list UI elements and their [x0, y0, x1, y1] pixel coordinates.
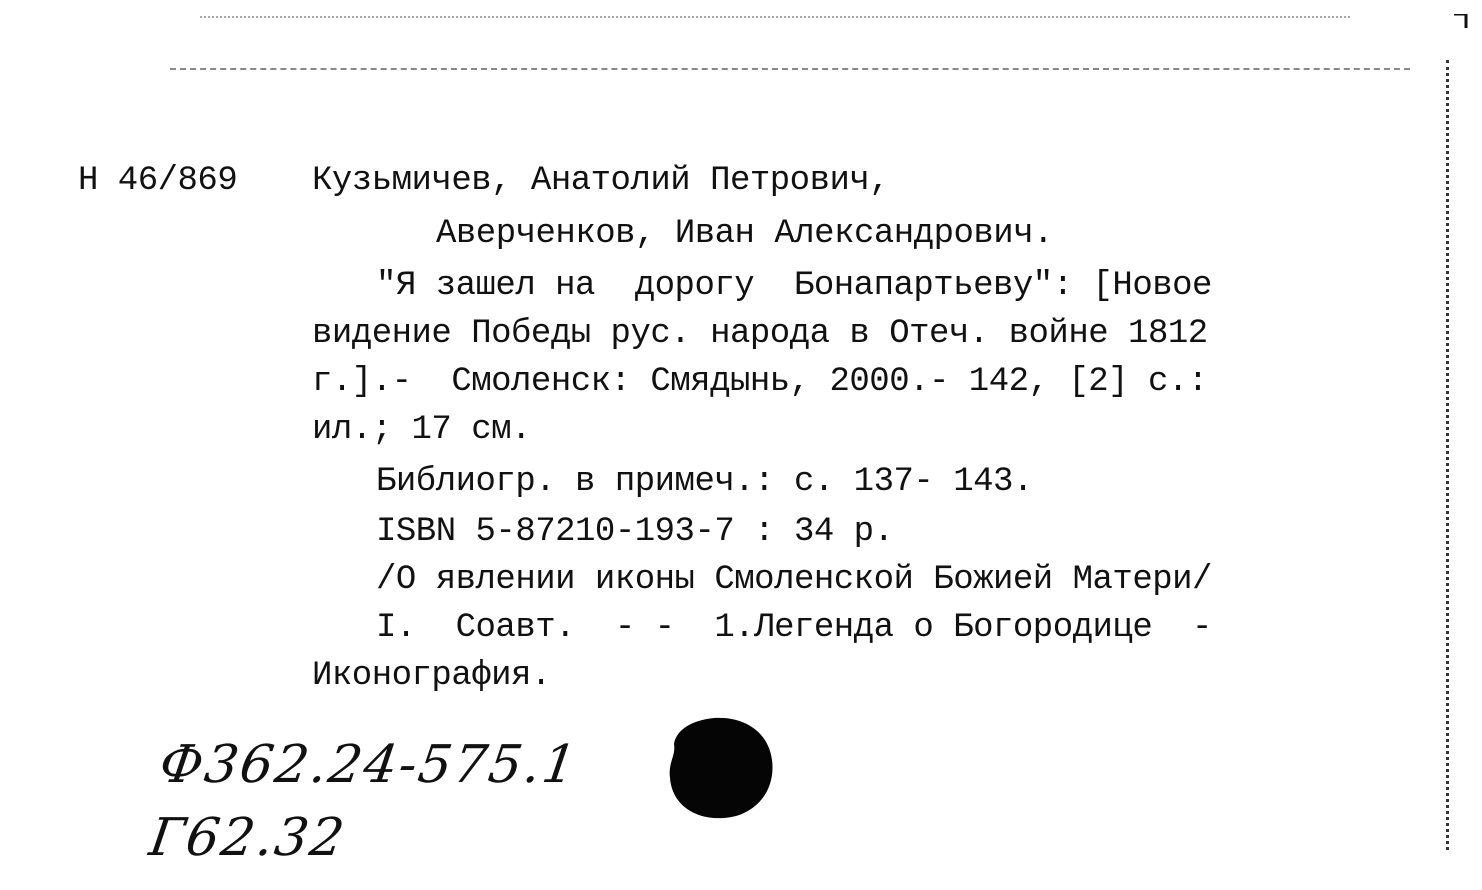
- scan-noise-top: [200, 16, 1350, 18]
- bibliography-note: Библиогр. в примеч.: с. 137- 143.: [376, 463, 1033, 501]
- handwritten-classification-2: Г62.32: [145, 808, 350, 868]
- author-heading: Кузьмичев, Анатолий Петрович,: [312, 162, 890, 200]
- card-top-edge: [170, 68, 1410, 70]
- title-line-1: "Я зашел на дорогу Бонапартьеву": [Новое: [376, 267, 1212, 305]
- coauthor-heading: Аверченков, Иван Александрович.: [436, 215, 1054, 253]
- card-right-edge: [1446, 60, 1449, 850]
- title-line-2: видение Победы рус. народа в Отеч. войне 1812: [312, 315, 1208, 353]
- punch-hole-icon: [664, 716, 780, 838]
- title-line-4: ил.; 17 см.: [312, 411, 531, 449]
- subject-note: /О явлении иконы Смоленской Божией Матери/: [376, 561, 1212, 599]
- tracings-line-1: I. Соавт. - - 1.Легенда о Богородице -: [376, 609, 1212, 647]
- call-number: Н 46/869: [78, 162, 238, 200]
- tracings-line-2: Иконография.: [312, 657, 551, 695]
- isbn-price: ISBN 5-87210-193-7 : 34 р.: [376, 513, 894, 551]
- handwritten-classification-1: Ф362.24-575.1: [155, 735, 582, 795]
- title-line-3: г.].- Смоленск: Смядынь, 2000.- 142, [2] с.:: [312, 363, 1208, 401]
- corner-mark-icon: [1450, 0, 1468, 18]
